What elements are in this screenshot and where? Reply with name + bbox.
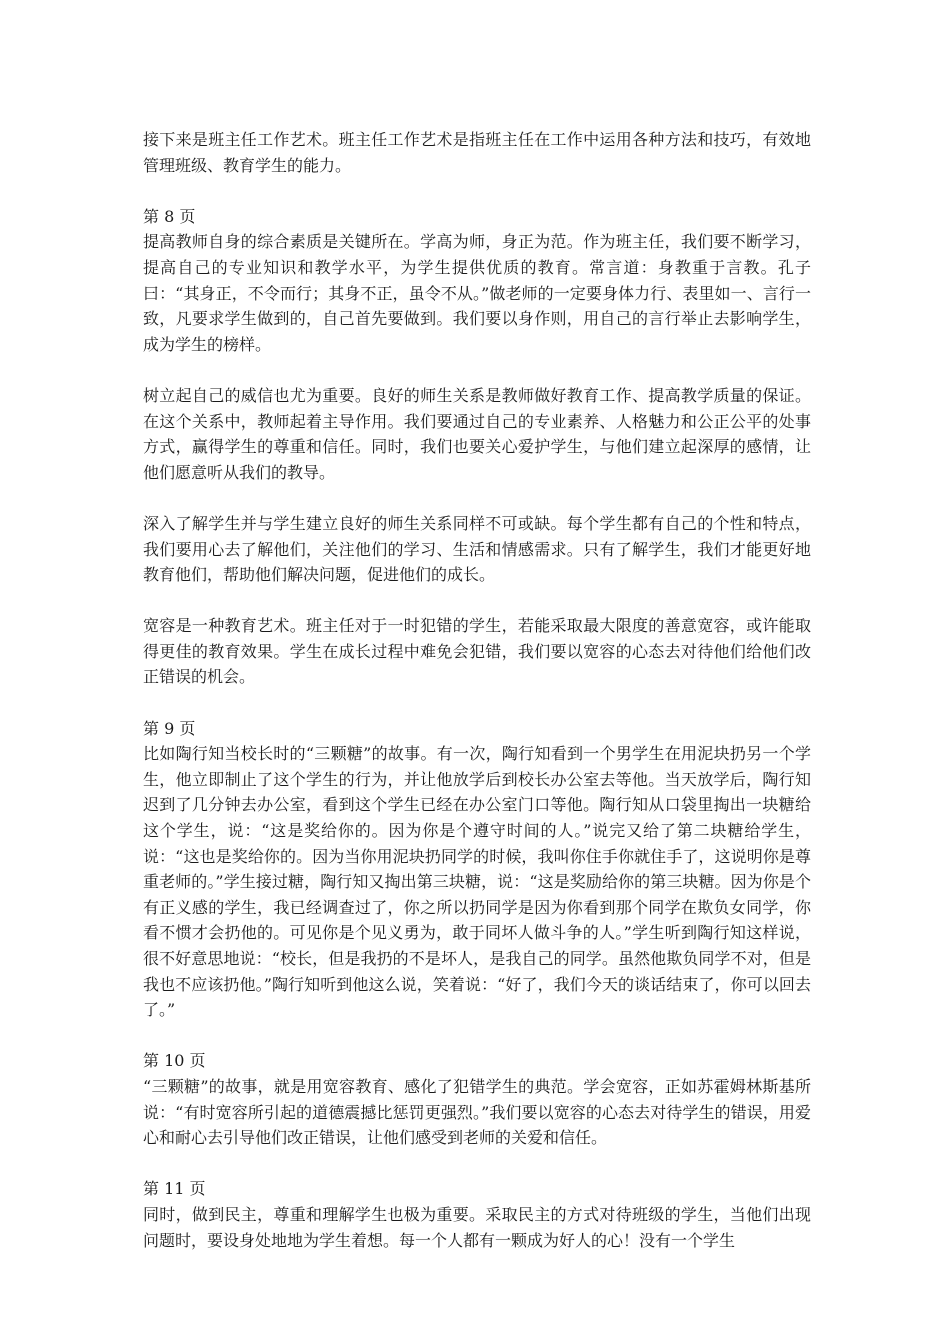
- page-label-9: 第 9 页: [143, 718, 196, 738]
- paragraph-self-quality: 提高教师自身的综合素质是关键所在。学高为师，身正为范。作为班主任，我们要不断学习，提高自己的专业知识和教学水平，为学生提供优质的教育。常言道：身教重于言教。孔子曰：“其身正，不令而行；其身不正，虽令不从。”做老师的一定要身体力行、表里如一、言行一致，凡要求学生做到的，自己首先要做到。我们要以身作则，用自己的言行举止去影响学生，成为学生的榜样。: [143, 232, 811, 354]
- document-page: [143, 127, 811, 1253]
- paragraph-gap: [143, 588, 811, 614]
- paragraph-prestige: 树立起自己的威信也尤为重要。良好的师生关系是教师做好教育工作、提高教学质量的保证。在这个关系中，教师起着主导作用。我们要通过自己的专业素养、人格魅力和公正公平的处事方式，赢得学生的尊重和信任。同时，我们也要关心爱护学生，与他们建立起深厚的感情，让他们愿意听从我们的教导。: [143, 385, 811, 482]
- paragraph-gap: [143, 485, 811, 511]
- paragraph-story-meaning: “三颗糖”的故事，就是用宽容教育、感化了犯错学生的典范。学会宽容，正如苏霍姆林斯基所说：“有时宽容所引起的道德震撼比惩罚更强烈。”我们要以宽容的心态去对待学生的错误，用爱心和耐心去引导他们改正错误，让他们感受到老师的关爱和信任。: [143, 1076, 811, 1148]
- page-label-8: 第 8 页: [143, 206, 196, 226]
- paragraph-gap: [143, 1151, 811, 1177]
- page-label-10: 第 10 页: [143, 1051, 206, 1071]
- paragraph-gap: [143, 1023, 811, 1049]
- paragraph-gap: [143, 178, 811, 204]
- paragraph-three-candies-story: 比如陶行知当校长时的“三颗糖”的故事。有一次，陶行知看到一个男学生在用泥块扔另一个学生，他立即制止了这个学生的行为，并让他放学后到校长办公室去等他。当天放学后，陶行知迟到了几分钟去办公室，看到这个学生已经在办公室门口等他。陶行知从口袋里掏出一块糖给这个学生，说：“这是奖给你的。因为你是个遵守时间的人。”说完又给了第二块糖给学生，说：“这也是奖给你的。因为当你用泥块扔同学的时候，我叫你住手你就住手了，这说明你是尊重老师的。”学生接过糖，陶行知又掏出第三块糖，说：“这是奖励给你的第三块糖。因为你是个有正义感的学生，我已经调查过了，你之所以扔同学是因为你看到那个同学在欺负女同学，你看不惯才会扔他的。可见你是个见义勇为，敢于同坏人做斗争的人。”学生听到陶行知这样说，很不好意思地说：“校长，但是我扔的不是坏人，是我自己的同学。虽然他欺负同学不对，但是我也不应该扔他。”陶行知听到他这么说，笑着说：“好了，我们今天的谈话结束了，你可以回去了。”: [143, 744, 811, 1020]
- paragraph-gap: [143, 690, 811, 716]
- paragraph-gap: [143, 357, 811, 383]
- paragraph-tolerance: 宽容是一种教育艺术。班主任对于一时犯错的学生，若能采取最大限度的善意宽容，或许能取得更佳的教育效果。学生在成长过程中难免会犯错，我们要以宽容的心态去对待他们给他们改正错误的机会。: [143, 616, 811, 687]
- paragraph-understand-students: 深入了解学生并与学生建立良好的师生关系同样不可或缺。每个学生都有自己的个性和特点，我们要用心去了解他们，关注他们的学习、生活和情感需求。只有了解学生，我们才能更好地教育他们，帮助他们解决问题，促进他们的成长。: [143, 513, 811, 585]
- paragraph-democracy: 同时，做到民主，尊重和理解学生也极为重要。采取民主的方式对待班级的学生，当他们出现问题时，要设身处地地为学生着想。每一个人都有一颗成为好人的心！没有一个学生: [143, 1204, 811, 1250]
- page-label-11: 第 11 页: [143, 1179, 206, 1199]
- paragraph-work-art: 接下来是班主任工作艺术。班主任工作艺术是指班主任在工作中运用各种方法和技巧，有效地管理班级、教育学生的能力。: [143, 130, 811, 175]
